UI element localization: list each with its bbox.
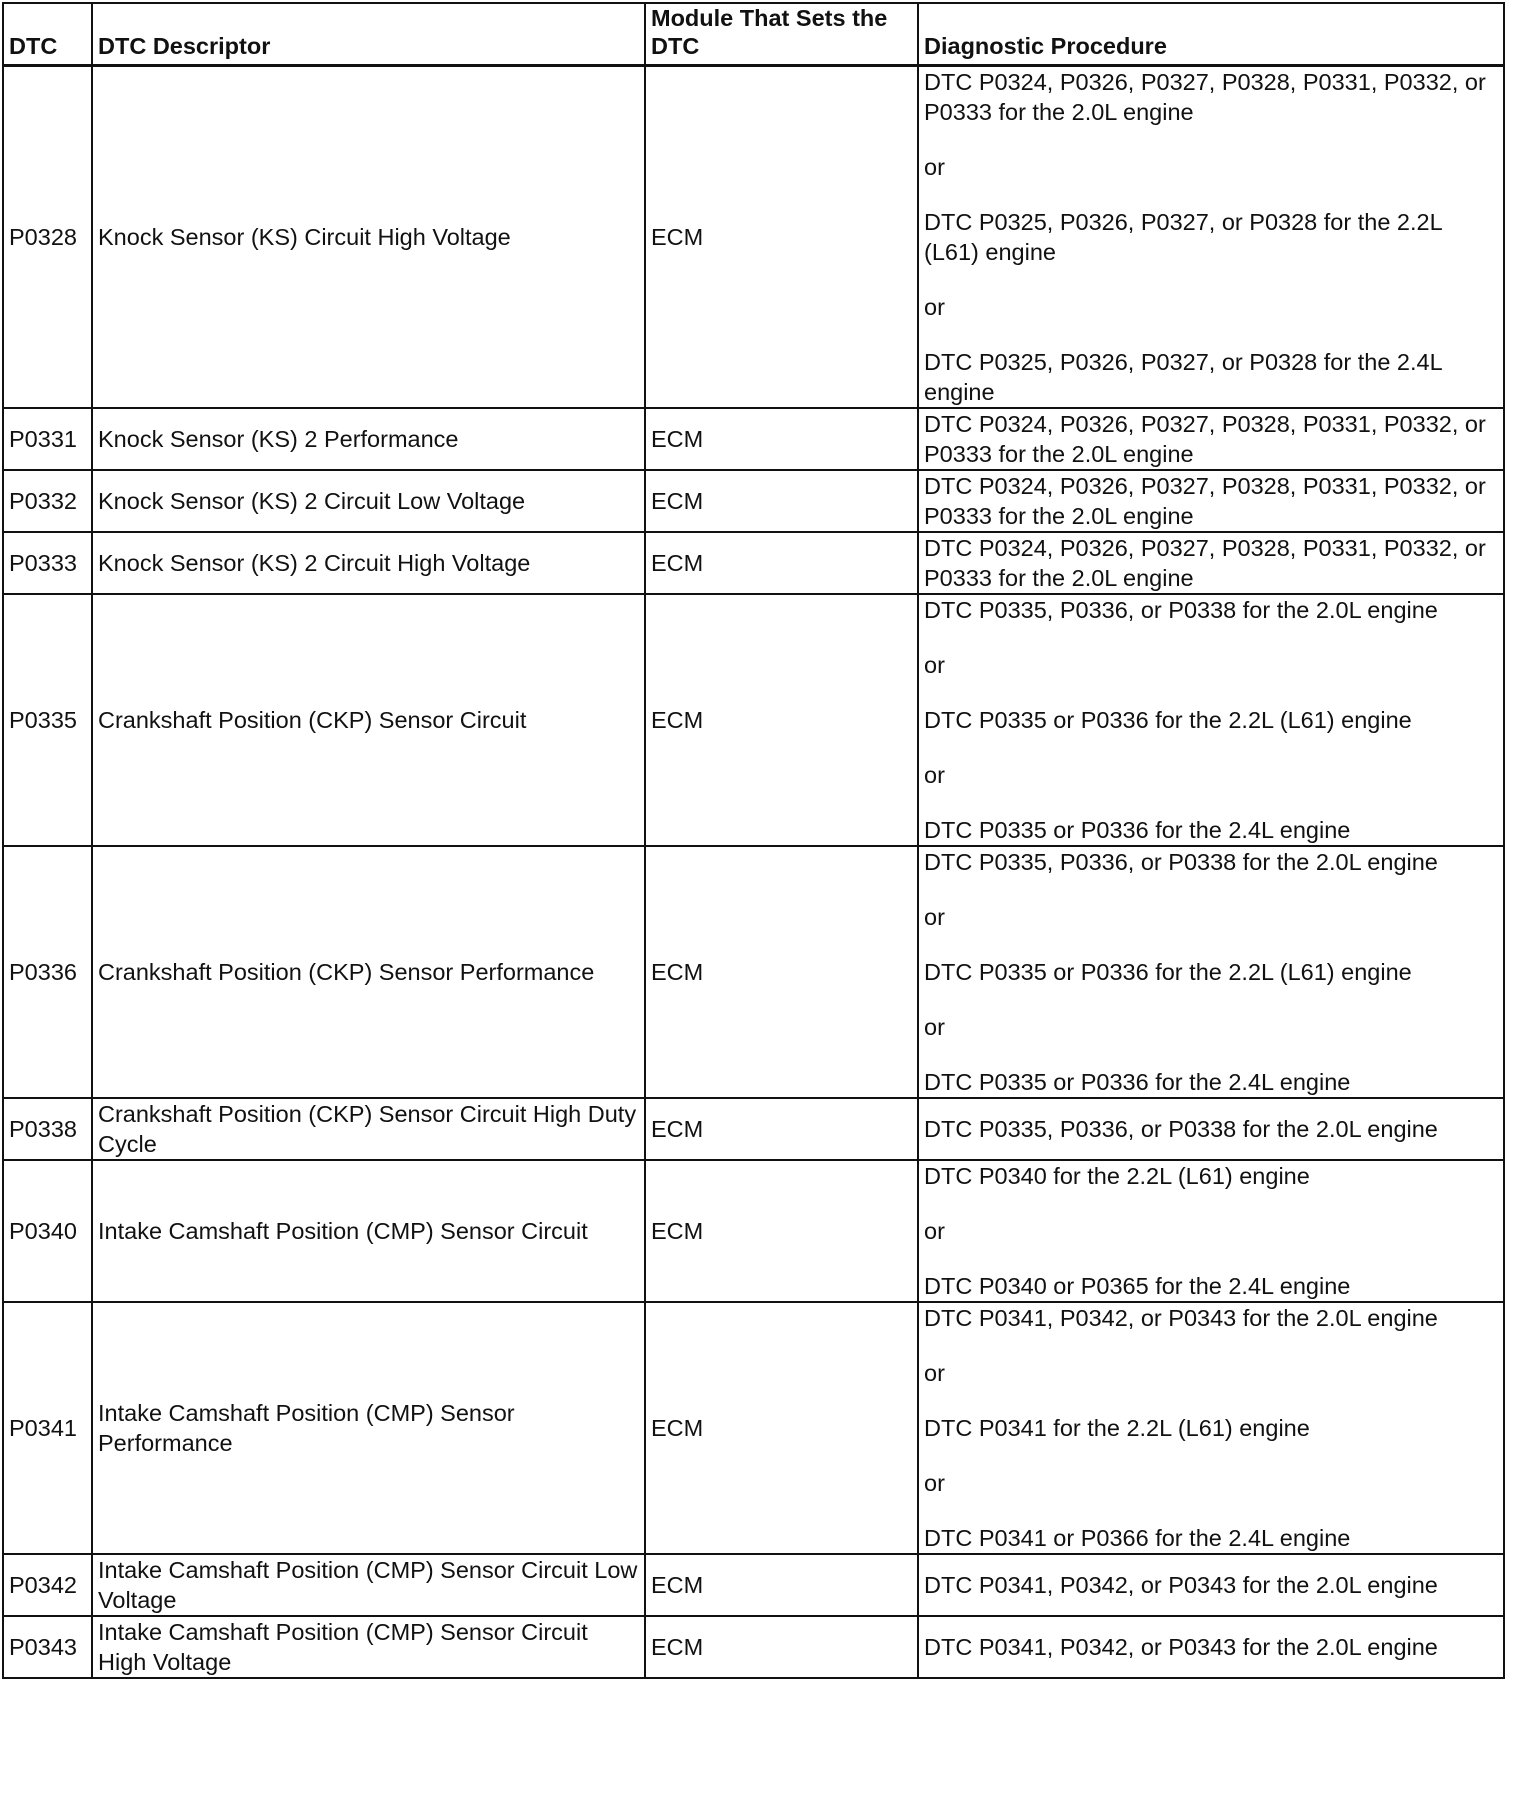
procedure-link-text: DTC P0324, P0326, P0327, P0328, P0331, P0332, or P0333 for the 2.0L engine	[924, 473, 1486, 529]
procedure-cell	[918, 66, 1504, 409]
procedure-or-separator: or	[924, 1218, 945, 1244]
procedure-link-text: DTC P0335, P0336, or P0338 for the 2.0L engine	[924, 849, 1438, 875]
table-row	[3, 1098, 1504, 1160]
procedure-link-text: DTC P0335 or P0336 for the 2.4L engine	[924, 1069, 1351, 1095]
procedure-or-separator: or	[924, 294, 945, 320]
procedure-link-text: DTC P0335 or P0336 for the 2.2L (L61) engine	[924, 959, 1412, 985]
header-dtc: DTC	[3, 3, 92, 66]
procedure-link-text: DTC P0341, P0342, or P0343 for the 2.0L engine	[924, 1572, 1438, 1598]
procedure-or-separator: or	[924, 1470, 945, 1496]
table-row	[3, 1302, 1504, 1554]
table-row	[3, 594, 1504, 846]
procedure-cell	[918, 594, 1504, 846]
procedure-cell	[918, 470, 1504, 532]
table-header	[3, 3, 1504, 66]
procedure-link-text: DTC P0340 or P0365 for the 2.4L engine	[924, 1273, 1351, 1299]
procedure-or-separator: or	[924, 154, 945, 180]
dtc-code-cell: P0342	[3, 1554, 92, 1616]
procedure-or-separator: or	[924, 652, 945, 678]
procedure-link-text: DTC P0335, P0336, or P0338 for the 2.0L engine	[924, 1116, 1438, 1142]
header-procedure: Diagnostic Procedure	[918, 3, 1504, 66]
table-row	[3, 532, 1504, 594]
procedure-link-text: DTC P0324, P0326, P0327, P0328, P0331, P0332, or P0333 for the 2.0L engine	[924, 411, 1486, 467]
procedure-link-text: DTC P0341 or P0366 for the 2.4L engine	[924, 1525, 1351, 1551]
procedure-link-text: DTC P0341 for the 2.2L (L61) engine	[924, 1415, 1310, 1441]
dtc-code-cell: P0341	[3, 1302, 92, 1554]
procedure-cell	[918, 1098, 1504, 1160]
module-cell: ECM	[645, 66, 918, 409]
table-row	[3, 408, 1504, 470]
dtc-table	[2, 2, 1505, 1679]
dtc-code-cell: P0335	[3, 594, 92, 846]
procedure-link-text: DTC P0324, P0326, P0327, P0328, P0331, P0332, or P0333 for the 2.0L engine	[924, 535, 1486, 591]
module-cell: ECM	[645, 408, 918, 470]
module-cell: ECM	[645, 1554, 918, 1616]
procedure-link-text: DTC P0325, P0326, P0327, or P0328 for the 2.2L (L61) engine	[924, 209, 1442, 265]
dtc-code-cell: P0328	[3, 66, 92, 409]
dtc-code-cell: P0338	[3, 1098, 92, 1160]
dtc-code-cell: P0333	[3, 532, 92, 594]
dtc-descriptor-cell: Knock Sensor (KS) Circuit High Voltage	[92, 66, 645, 409]
module-cell: ECM	[645, 1302, 918, 1554]
procedure-link-text: DTC P0341, P0342, or P0343 for the 2.0L engine	[924, 1305, 1438, 1331]
dtc-descriptor-cell: Intake Camshaft Position (CMP) Sensor Circuit	[92, 1160, 645, 1302]
dtc-descriptor-cell: Knock Sensor (KS) 2 Circuit Low Voltage	[92, 470, 645, 532]
header-descriptor: DTC Descriptor	[92, 3, 645, 66]
dtc-code-cell: P0336	[3, 846, 92, 1098]
table-row	[3, 1160, 1504, 1302]
dtc-descriptor-cell: Intake Camshaft Position (CMP) Sensor Circuit High Voltage	[92, 1616, 645, 1678]
procedure-link-text: DTC P0335, P0336, or P0338 for the 2.0L engine	[924, 597, 1438, 623]
dtc-descriptor-cell: Knock Sensor (KS) 2 Performance	[92, 408, 645, 470]
dtc-descriptor-cell: Knock Sensor (KS) 2 Circuit High Voltage	[92, 532, 645, 594]
procedure-cell	[918, 1554, 1504, 1616]
dtc-descriptor-cell: Intake Camshaft Position (CMP) Sensor Circuit Low Voltage	[92, 1554, 645, 1616]
header-row	[3, 3, 1504, 66]
module-cell: ECM	[645, 846, 918, 1098]
table-body	[3, 66, 1504, 1679]
dtc-code-cell: P0343	[3, 1616, 92, 1678]
procedure-or-separator: or	[924, 1360, 945, 1386]
procedure-link-text: DTC P0341, P0342, or P0343 for the 2.0L engine	[924, 1634, 1438, 1660]
procedure-cell	[918, 408, 1504, 470]
table-row	[3, 1616, 1504, 1678]
module-cell: ECM	[645, 1616, 918, 1678]
table-row	[3, 1554, 1504, 1616]
procedure-cell	[918, 1160, 1504, 1302]
module-cell: ECM	[645, 470, 918, 532]
table-row	[3, 846, 1504, 1098]
dtc-code-cell: P0340	[3, 1160, 92, 1302]
table-row	[3, 470, 1504, 532]
module-cell: ECM	[645, 594, 918, 846]
procedure-cell	[918, 532, 1504, 594]
table-row	[3, 66, 1504, 409]
dtc-code-cell: P0332	[3, 470, 92, 532]
module-cell: ECM	[645, 532, 918, 594]
dtc-descriptor-cell: Crankshaft Position (CKP) Sensor Performance	[92, 846, 645, 1098]
procedure-link-text: DTC P0335 or P0336 for the 2.2L (L61) engine	[924, 707, 1412, 733]
dtc-descriptor-cell: Crankshaft Position (CKP) Sensor Circuit	[92, 594, 645, 846]
module-cell: ECM	[645, 1098, 918, 1160]
procedure-link-text: DTC P0325, P0326, P0327, or P0328 for the 2.4L engine	[924, 349, 1442, 405]
dtc-descriptor-cell: Crankshaft Position (CKP) Sensor Circuit High Duty Cycle	[92, 1098, 645, 1160]
procedure-cell	[918, 846, 1504, 1098]
header-module: Module That Sets the DTC	[645, 3, 918, 66]
procedure-link-text: DTC P0335 or P0336 for the 2.4L engine	[924, 817, 1351, 843]
procedure-or-separator: or	[924, 1014, 945, 1040]
module-cell: ECM	[645, 1160, 918, 1302]
procedure-link-text: DTC P0324, P0326, P0327, P0328, P0331, P0332, or P0333 for the 2.0L engine	[924, 69, 1486, 125]
procedure-cell	[918, 1616, 1504, 1678]
procedure-or-separator: or	[924, 762, 945, 788]
dtc-descriptor-cell: Intake Camshaft Position (CMP) Sensor Performance	[92, 1302, 645, 1554]
procedure-link-text: DTC P0340 for the 2.2L (L61) engine	[924, 1163, 1310, 1189]
procedure-cell	[918, 1302, 1504, 1554]
procedure-or-separator: or	[924, 904, 945, 930]
dtc-code-cell: P0331	[3, 408, 92, 470]
